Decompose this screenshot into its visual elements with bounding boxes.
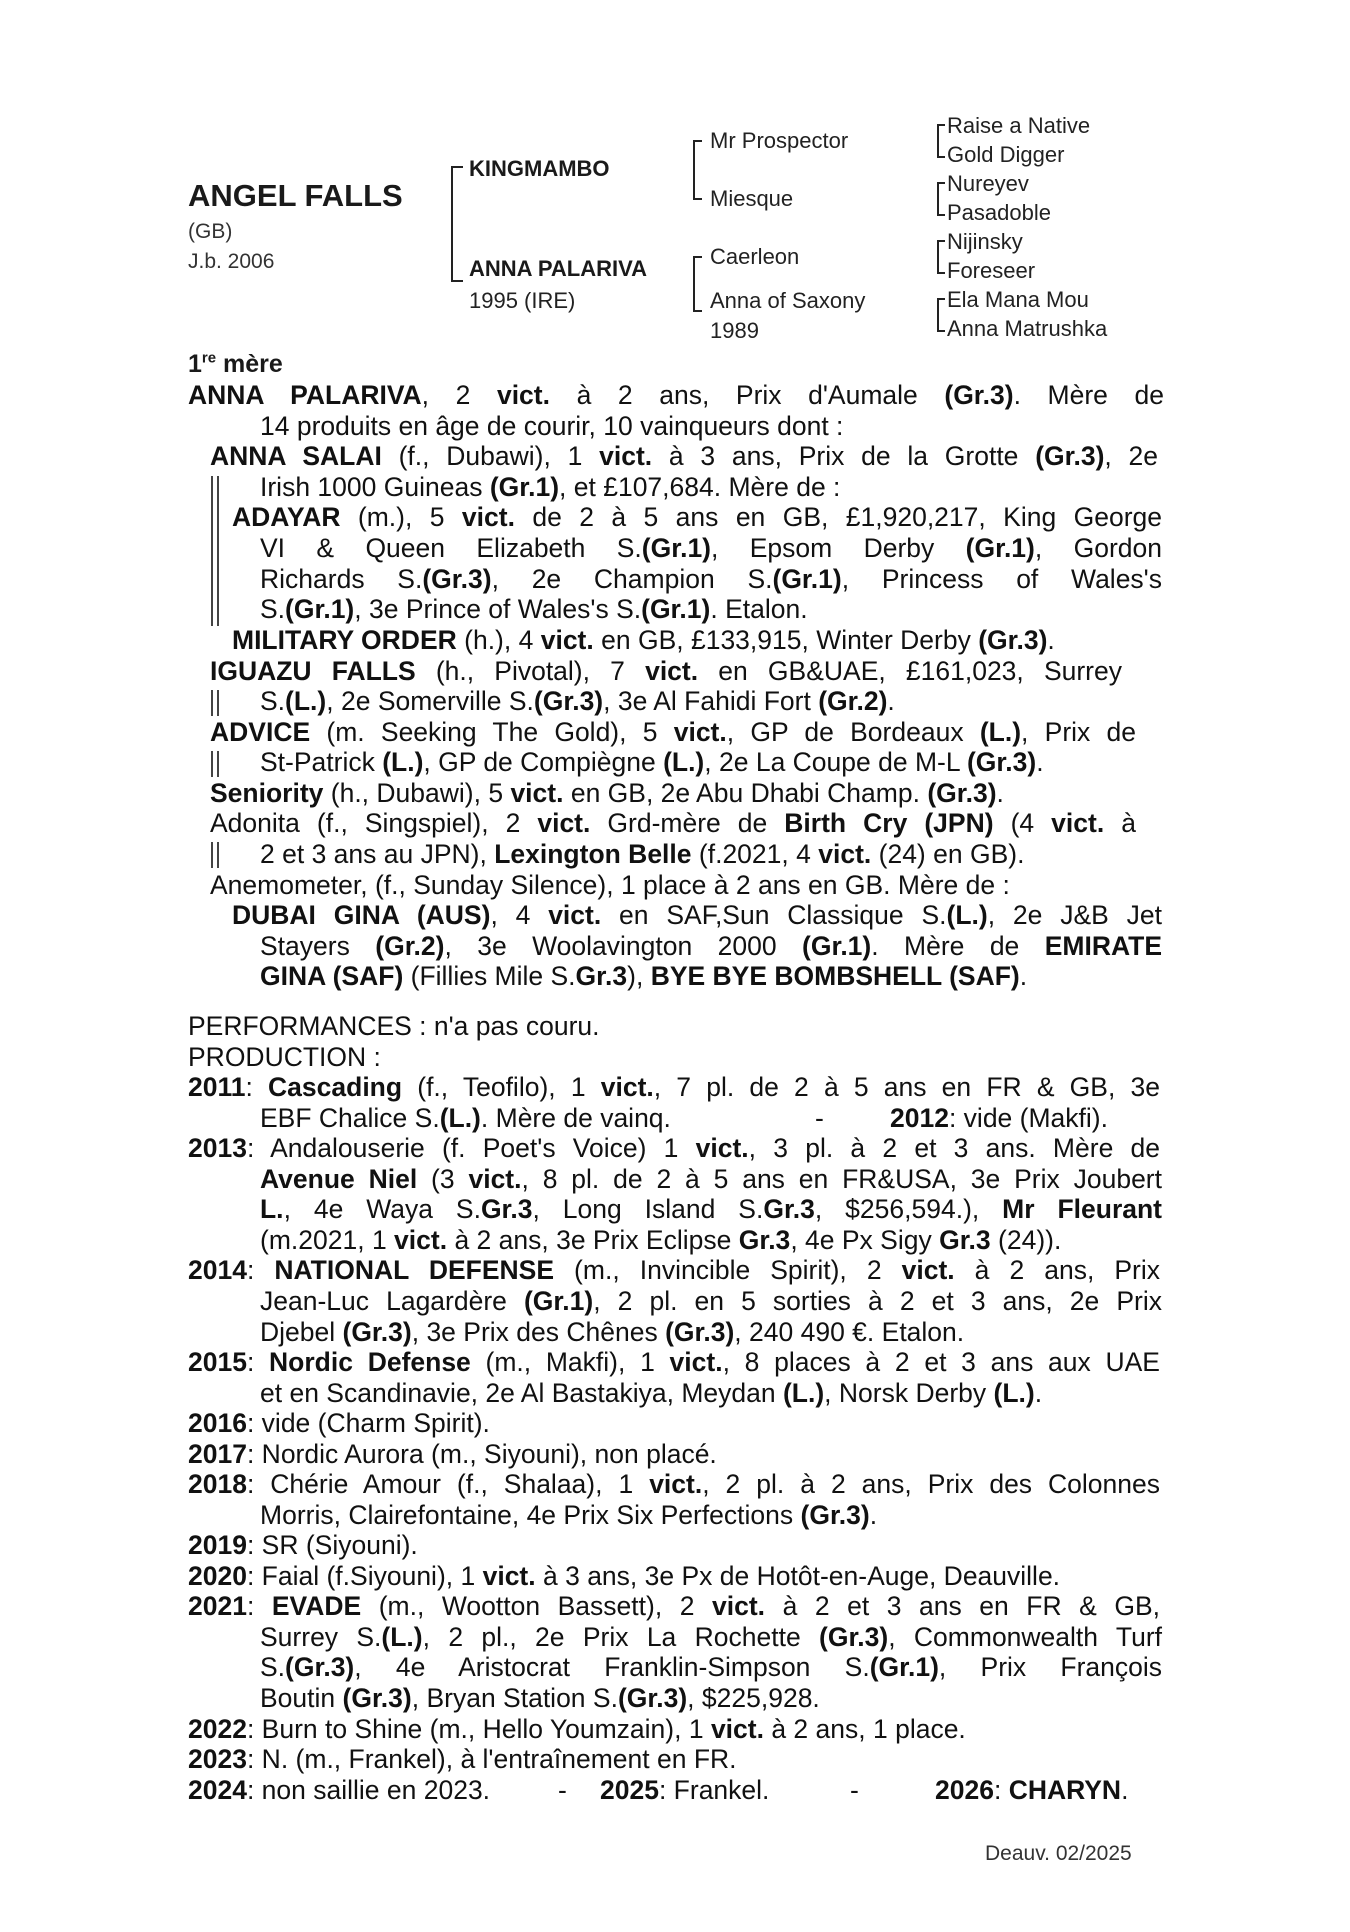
production-line: et en Scandinavie, 2e Al Bastakiya, Meydan (L.), Norsk Derby (L.). <box>260 1378 1043 1408</box>
dam-line: St-Patrick (L.), GP de Compiègne (L.), 2e La Coupe de M-L (Gr.3). <box>260 747 1044 777</box>
dam-line: Richards S.(Gr.3), 2e Champion S.(Gr.1), Princess of Wales's <box>260 564 1162 594</box>
first-dam-heading-text: 1re mère <box>188 350 283 379</box>
indent-bar <box>217 476 219 626</box>
pedigree-tick <box>937 214 945 216</box>
dam-line: DUBAI GINA (AUS), 4 vict. en SAF,Sun Classique S.(L.), 2e J&B Jet <box>232 900 1162 930</box>
pedigree-gen3-2: Gold Digger <box>947 142 1065 167</box>
pedigree-tick <box>693 198 702 200</box>
production-line: 2015: Nordic Defense (m., Makfi), 1 vict., 8 places à 2 et 3 ans aux UAE <box>188 1347 1160 1377</box>
horse-origin: (GB) <box>188 220 233 243</box>
pedigree-tick <box>693 140 702 142</box>
dam-line: 14 produits en âge de courir, 10 vainqueurs dont : <box>260 411 844 441</box>
pedigree-gen3-1: Raise a Native <box>947 113 1091 138</box>
production-line: 2013: Andalouserie (f. Poet's Voice) 1 vict., 3 pl. à 2 et 3 ans. Mère de <box>188 1133 1161 1163</box>
production-line: 2011: Cascading (f., Teofilo), 1 vict., 7 pl. de 2 à 5 ans en FR & GB, 3e <box>188 1072 1160 1102</box>
indent-bar <box>211 690 213 716</box>
production-line: EBF Chalice S.(L.). Mère de vainq. <box>260 1103 671 1133</box>
indent-bar <box>217 842 219 868</box>
production-line: Djebel (Gr.3), 3e Prix des Chênes (Gr.3), 240 490 €. Etalon. <box>260 1317 965 1347</box>
dam-line: ANNA PALARIVA, 2 vict. à 2 ans, Prix d'Aumale (Gr.3). Mère de <box>188 380 1164 410</box>
pedigree-tick <box>937 240 945 242</box>
indent-bar <box>217 690 219 716</box>
dam-line: Anemometer, (f., Sunday Silence), 1 place à 2 ans en GB. Mère de : <box>210 870 1010 900</box>
pedigree-gen3-3: Nureyev <box>947 171 1029 196</box>
dam-line: ADAYAR (m.), 5 vict. de 2 à 5 ans en GB, £1,920,217, King George <box>232 502 1162 532</box>
dam-line: IGUAZU FALLS (h., Pivotal), 7 vict. en GB&UAE, £161,023, Surrey <box>210 656 1122 686</box>
pedigree-dam-info: 1995 (IRE) <box>469 288 576 313</box>
indent-bar <box>211 476 213 626</box>
pedigree-dam-sire: Caerleon <box>710 244 800 269</box>
pedigree-bracket-gen3 <box>937 240 939 274</box>
pedigree-sire-dam: Miesque <box>710 186 794 211</box>
pedigree-gen3-8: Anna Matrushka <box>947 316 1108 341</box>
dam-line: ANNA SALAI (f., Dubawi), 1 vict. à 3 ans, Prix de la Grotte (Gr.3), 2e <box>210 441 1159 471</box>
pedigree-dam-dam-year: 1989 <box>710 318 759 343</box>
production-line: 2025: Frankel. <box>600 1775 770 1805</box>
production-line: Avenue Niel (3 vict., 8 pl. de 2 à 5 ans en FR&USA, 3e Prix Joubert <box>260 1164 1162 1194</box>
production-separator: - <box>815 1103 824 1133</box>
production-line: 2017: Nordic Aurora (m., Siyouni), non placé. <box>188 1439 717 1469</box>
dam-line: ADVICE (m. Seeking The Gold), 5 vict., GP de Bordeaux (L.), Prix de <box>210 717 1136 747</box>
pedigree-bracket-gen2 <box>693 256 695 312</box>
horse-name: ANGEL FALLS <box>188 178 403 213</box>
pedigree-gen3-5: Nijinsky <box>947 229 1023 254</box>
pedigree-sire: KINGMAMBO <box>469 156 610 181</box>
pedigree-gen3-6: Foreseer <box>947 258 1036 283</box>
pedigree-bracket-gen3 <box>937 298 939 332</box>
indent-bar <box>211 842 213 868</box>
pedigree-tick <box>451 280 463 282</box>
production-line: L., 4e Waya S.Gr.3, Long Island S.Gr.3, $256,594.), Mr Fleurant <box>260 1194 1163 1224</box>
pedigree-gen3-4: Pasadoble <box>947 200 1051 225</box>
production-line: Morris, Clairefontaine, 4e Prix Six Perfections (Gr.3). <box>260 1500 878 1530</box>
production-title: PRODUCTION : <box>188 1042 381 1072</box>
pedigree-sire-sire: Mr Prospector <box>710 128 849 153</box>
dam-line: GINA (SAF) (Fillies Mile S.Gr.3), BYE BYE BOMBSHELL (SAF). <box>260 961 1028 991</box>
pedigree-tick <box>937 156 945 158</box>
pedigree-bracket-gen2 <box>693 140 695 200</box>
dam-line: S.(Gr.1), 3e Prince of Wales's S.(Gr.1). Etalon. <box>260 594 808 624</box>
production-line: 2024: non saillie en 2023. <box>188 1775 491 1805</box>
pedigree-dam: ANNA PALARIVA <box>469 256 648 281</box>
production-line: (m.2021, 1 vict. à 2 ans, 3e Prix Eclipse Gr.3, 4e Px Sigy Gr.3 (24)). <box>260 1225 1062 1255</box>
production-line: S.(Gr.3), 4e Aristocrat Franklin-Simpson S.(Gr.1), Prix François <box>260 1652 1162 1682</box>
performances: PERFORMANCES : n'a pas couru. <box>188 1011 600 1041</box>
pedigree-dam-dam: Anna of Saxony <box>710 288 866 313</box>
pedigree-tick <box>693 256 702 258</box>
pedigree-bracket-gen3 <box>937 182 939 216</box>
production-line: 2016: vide (Charm Spirit). <box>188 1408 490 1438</box>
dam-line: 2 et 3 ans au JPN), Lexington Belle (f.2021, 4 vict. (24) en GB). <box>260 839 1025 869</box>
pedigree-tick <box>937 182 945 184</box>
dam-line: MILITARY ORDER (h.), 4 vict. en GB, £133,915, Winter Derby (Gr.3). <box>232 625 1055 655</box>
pedigree-tick <box>693 310 702 312</box>
production-line: 2019: SR (Siyouni). <box>188 1530 418 1560</box>
pedigree-tick <box>937 124 945 126</box>
indent-bar <box>211 751 213 777</box>
pedigree-bracket-gen1 <box>451 166 453 282</box>
pedigree-tick <box>937 272 945 274</box>
dam-line: VI & Queen Elizabeth S.(Gr.1), Epsom Derby (Gr.1), Gordon <box>260 533 1162 563</box>
production-line: 2026: CHARYN. <box>935 1775 1129 1805</box>
pedigree-gen3-7: Ela Mana Mou <box>947 287 1089 312</box>
production-separator: - <box>558 1775 567 1805</box>
dam-line: Adonita (f., Singspiel), 2 vict. Grd-mère de Birth Cry (JPN) (4 vict. à <box>210 808 1136 838</box>
production-line: Jean-Luc Lagardère (Gr.1), 2 pl. en 5 sorties à 2 et 3 ans, 2e Prix <box>260 1286 1162 1316</box>
dam-line: S.(L.), 2e Somerville S.(Gr.3), 3e Al Fahidi Fort (Gr.2). <box>260 686 895 716</box>
first-dam-heading <box>188 350 283 379</box>
production-line: 2022: Burn to Shine (m., Hello Youmzain), 1 vict. à 2 ans, 1 place. <box>188 1714 966 1744</box>
indent-bar <box>217 751 219 777</box>
production-line: Surrey S.(L.), 2 pl., 2e Prix La Rochette (Gr.3), Commonwealth Turf <box>260 1622 1162 1652</box>
production-line: 2023: N. (m., Frankel), à l'entraînement en FR. <box>188 1744 737 1774</box>
production-line: 2018: Chérie Amour (f., Shalaa), 1 vict., 2 pl. à 2 ans, Prix des Colonnes <box>188 1469 1161 1499</box>
production-line: 2014: NATIONAL DEFENSE (m., Invincible Spirit), 2 vict. à 2 ans, Prix <box>188 1255 1160 1285</box>
horse-birth: J.b. 2006 <box>188 250 275 273</box>
dam-line: Stayers (Gr.2), 3e Woolavington 2000 (Gr.1). Mère de EMIRATE <box>260 931 1163 961</box>
footer-ref: Deauv. 02/2025 <box>985 1842 1132 1865</box>
pedigree-tick <box>937 298 945 300</box>
production-line: 2021: EVADE (m., Wootton Bassett), 2 vict. à 2 et 3 ans en FR & GB, <box>188 1591 1161 1621</box>
production-separator: - <box>850 1775 859 1805</box>
dam-line: Irish 1000 Guineas (Gr.1), et £107,684. Mère de : <box>260 472 841 502</box>
pedigree-bracket-gen3 <box>937 124 939 158</box>
pedigree-tick <box>451 166 463 168</box>
production-line: 2020: Faial (f.Siyouni), 1 vict. à 3 ans, 3e Px de Hotôt-en-Auge, Deauville. <box>188 1561 1061 1591</box>
dam-line: Seniority (h., Dubawi), 5 vict. en GB, 2e Abu Dhabi Champ. (Gr.3). <box>210 778 1004 808</box>
pedigree-tick <box>937 330 945 332</box>
production-line: 2012: vide (Makfi). <box>890 1103 1108 1133</box>
production-line: Boutin (Gr.3), Bryan Station S.(Gr.3), $225,928. <box>260 1683 820 1713</box>
